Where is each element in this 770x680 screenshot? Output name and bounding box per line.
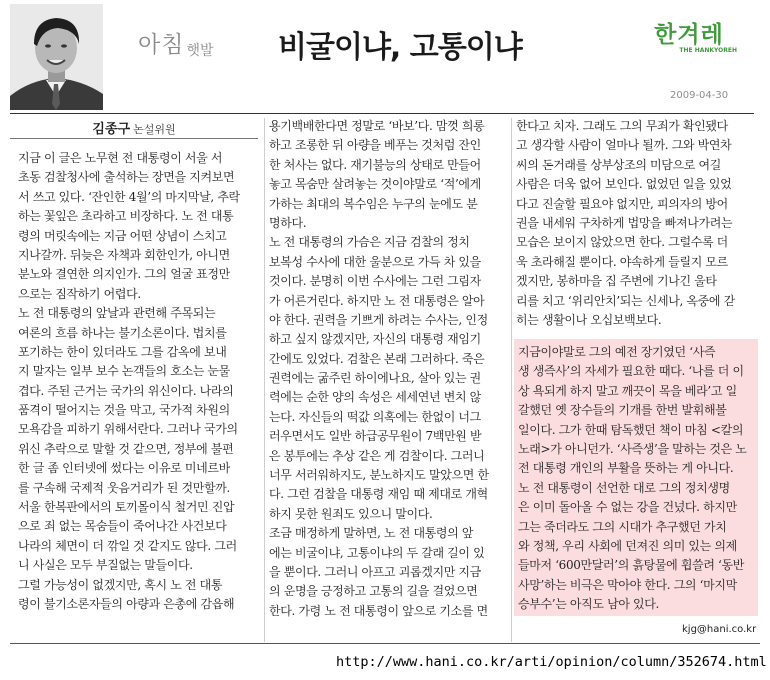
- text-line: 하는 꽃잎은 초라하고 비장하다. 노 전 대통: [18, 209, 234, 224]
- text-line: 하고 조롱한 뒤 아량을 베푸는 것처럼 잔인: [269, 138, 481, 153]
- text-line: 고 생각할 사람이 얼마나 될까. 그와 박연차: [516, 138, 732, 153]
- text-line: 은 이미 돌아올 수 없는 강을 건넜다. 하지만: [518, 500, 737, 515]
- text-line: 겹다. 주된 근거는 국가의 위신이다. 나라의: [18, 383, 234, 398]
- column-separator: [264, 118, 265, 642]
- text-line: 다고 진술할 필요야 없지만, 피의자의 방어: [516, 196, 728, 211]
- text-line: 사람은 더욱 없어 보인다. 없었던 일을 있었: [516, 177, 732, 192]
- text-line: 보복성 수사에 대한 울분으로 가득 차 있을: [269, 254, 481, 269]
- text-line: 권을 내세워 구차하게 법망을 빠져나가려는: [516, 215, 733, 230]
- text-line: 명하다.: [269, 215, 307, 230]
- text-line: 러우면서도 일반 하급공무원이 7백만원 받: [269, 429, 482, 444]
- text-line: 그는 죽더라도 그의 시대가 추구했던 가치: [518, 519, 727, 534]
- author-email: kjg@hani.co.kr: [682, 624, 757, 635]
- text-line: 용기백배한다면 정말로 ‘바보’다. 맘껏 희롱: [269, 119, 485, 133]
- text-line: 것이다. 분명히 이번 수사에는 그런 그림자: [269, 274, 481, 289]
- text-line: 그럴 가능성이 없겠지만, 혹시 노 전 대통: [18, 577, 223, 592]
- text-line: 갈했던 옛 장수들의 기개를 한번 발휘해볼: [518, 403, 727, 418]
- column-series-name-sub: 햇발: [186, 43, 214, 59]
- text-line: 여론의 흐름 하나는 불기소론이다. 법치를: [18, 325, 227, 340]
- text-line: 가하는 최대의 복수임은 누구의 눈에도 분: [269, 196, 478, 211]
- text-line: 위신 추락으로 말할 것 같으면, 정부에 불편: [18, 441, 234, 456]
- text-line: 지나갈까. 뒤늦은 자책과 회한인가, 아니면: [18, 247, 230, 262]
- text-line: 노 전 대통령의 앞날과 관련해 주목되는: [18, 306, 216, 321]
- text-line: 리를 치고 ‘위리안치’되는 신세나, 옥중에 갇: [516, 293, 735, 308]
- highlighted-passage: [518, 343, 758, 614]
- footer-divider: [10, 643, 760, 644]
- column-series-name: [138, 26, 214, 59]
- text-line: 하고 싶지 않겠지만, 자신의 대통령 재임기: [269, 332, 481, 347]
- article-headline: 비굴이냐, 고통이냐: [278, 30, 522, 65]
- text-line: 생 생즉사’의 자세가 필요한 때다. ‘나를 더 이: [518, 364, 744, 379]
- text-line: 욱 초라해질 뿐이다. 야속하게 들릴지 모르: [516, 254, 728, 269]
- hankyoreh-logo: [641, 16, 737, 54]
- text-line: 한 처사는 없다. 재기불능의 상태로 만들어: [269, 157, 481, 172]
- publish-date: 2009-04-30: [670, 90, 729, 101]
- text-line: 는다. 자신들의 떡값 의혹에는 한없이 너그: [269, 409, 481, 424]
- text-line: 모욕감을 피하기 위해서란다. 그러나 국가의: [18, 422, 238, 437]
- text-line: 력에는 순한 양의 속성은 세세연년 변치 않: [269, 390, 481, 405]
- text-line: 히는 생활이나 오십보백보다.: [516, 312, 662, 327]
- text-line: 한 글 좀 인터넷에 썼다는 이유로 미네르바: [18, 461, 230, 476]
- text-line: 포기하는 한이 있더라도 그를 감옥에 보내: [18, 344, 227, 359]
- text-line: 한다고 치자. 그래도 그의 무죄가 확인됐다: [516, 119, 728, 133]
- text-line: 를 구속해 국제적 웃음거리가 된 것만할까.: [18, 480, 230, 495]
- header-divider: [10, 113, 754, 114]
- text-line: 서 쓰고 있다. ‘잔인한 4월’의 마지막날, 추락: [18, 189, 240, 204]
- column-separator: [511, 118, 512, 642]
- text-line: 령이 불기소론자들의 아량과 은총에 감읍해: [18, 596, 235, 611]
- text-line: 들마저 ‘600만달러’의 흙탕물에 휩쓸려 ‘동반: [518, 558, 744, 573]
- text-line: 야 한다. 권력을 기쁘게 하려는 수사는, 인정: [269, 312, 488, 327]
- text-line: 니 사실은 모두 부질없는 말들이다.: [18, 558, 193, 573]
- text-line: 간에도 있었다. 검찰은 본래 그러하다. 죽은: [269, 351, 485, 366]
- text-line: 다. 그런 검찰을 대통령 재임 때 제대로 개혁: [269, 487, 488, 502]
- text-line: 노 전 대통령이 선언한 대로 그의 정치생명: [518, 480, 730, 495]
- article-column-1: [18, 149, 260, 614]
- byline-divider: [10, 138, 258, 139]
- text-line: 지금 이 글은 노무현 전 대통령이 서울 서: [18, 151, 223, 165]
- text-line: 한다. 가령 노 전 대통령이 앞으로 기소를 면: [269, 603, 488, 618]
- text-line: 사망’하는 비극은 막아야 한다. 그의 ‘마지막: [518, 577, 737, 592]
- text-line: 은 봉투에는 추상 같은 게 검찰이다. 그러니: [269, 448, 485, 463]
- text-line: 노 전 대통령의 가슴은 지금 검찰의 정치: [269, 235, 470, 250]
- logo-wordmark: 한겨레: [654, 22, 724, 48]
- text-line: 일이다. 그가 한때 탐독했던 책이 마침 <칼의: [518, 422, 744, 437]
- text-line: 놓고 목숨만 살려놓는 것이야말로 ‘적’에게: [269, 177, 481, 192]
- text-line: 전 대통령 개인의 부활을 뜻하는 게 아니다.: [518, 461, 734, 476]
- text-line: 서울 한복판에서의 토끼몰이식 철거민 진압: [18, 500, 235, 515]
- text-line: 지 말자는 일부 보수 논객들의 호소는 눈물: [18, 364, 230, 379]
- text-line: 모습은 보이지 않았으면 한다. 그럴수록 더: [516, 235, 728, 250]
- text-line: 초동 검찰청사에 출석하는 장면을 지켜보면: [18, 170, 235, 185]
- text-line: 하지 못한 원죄도 있으니 말이다.: [269, 506, 433, 521]
- text-line: 권력에는 굶주린 하이에나요, 살아 있는 권: [269, 371, 481, 386]
- text-line: 으로는 짐작하기 어렵다.: [18, 286, 141, 301]
- text-line: 노래>가 아니던가. ‘사즉생’을 말하는 것은 노: [518, 441, 747, 456]
- text-line: 조금 매정하게 말하면, 노 전 대통령의 앞: [269, 526, 474, 541]
- source-url[interactable]: http://www.hani.co.kr/arti/opinion/column/352674.html: [336, 654, 767, 670]
- text-line: 으로 죄 없는 목숨들이 죽어나간 사건보다: [18, 519, 227, 534]
- author-portrait: [10, 4, 103, 110]
- text-line: 와 정책, 우리 사회에 던져진 의미 있는 의제: [518, 538, 737, 553]
- author-role: 논설위원: [133, 123, 176, 136]
- byline: [10, 118, 258, 137]
- logo-english: THE HANKYOREH: [679, 47, 737, 54]
- text-line: 겠지만, 봉하마을 집 주변에 기나긴 울타: [516, 274, 717, 289]
- text-line: 품격이 떨어지는 것을 막고, 국가적 차원의: [18, 403, 230, 418]
- text-line: 너무 서러워하지도, 분노하지도 말았으면 한: [269, 468, 489, 483]
- article-column-3: [516, 117, 759, 330]
- text-line: 가 어른거린다. 하지만 노 전 대통령은 알아: [269, 293, 485, 308]
- text-line: 을 뿐이다. 그러니 아프고 괴롭겠지만 지금: [269, 564, 481, 579]
- text-line: 씨의 돈거래를 상부상조의 미담으로 여길: [516, 157, 721, 172]
- text-line: 나라의 체면이 더 깎일 것 같지도 않다. 그러: [18, 538, 237, 553]
- text-line: 지금이야말로 그의 예전 장기였던 ‘사즉: [518, 345, 716, 359]
- text-line: 분노와 결연한 의지인가. 그의 얼굴 표정만: [18, 267, 230, 282]
- text-line: 에는 비굴이냐, 고통이냐의 두 갈래 길이 있: [269, 545, 485, 560]
- text-line: 령의 머릿속에는 지금 어떤 상념이 스치고: [18, 228, 227, 243]
- text-line: 상 욕되게 하지 말고 깨끗이 목을 베라’고 일: [518, 383, 737, 398]
- text-line: 의 운명을 긍정하고 고통의 길을 걸었으면: [269, 584, 478, 599]
- author-name: 김종구: [92, 122, 131, 137]
- text-line: 승부수’는 아직도 남아 있다.: [518, 597, 659, 612]
- article-column-2: [269, 117, 511, 621]
- column-series-name-main: 아침: [138, 32, 185, 58]
